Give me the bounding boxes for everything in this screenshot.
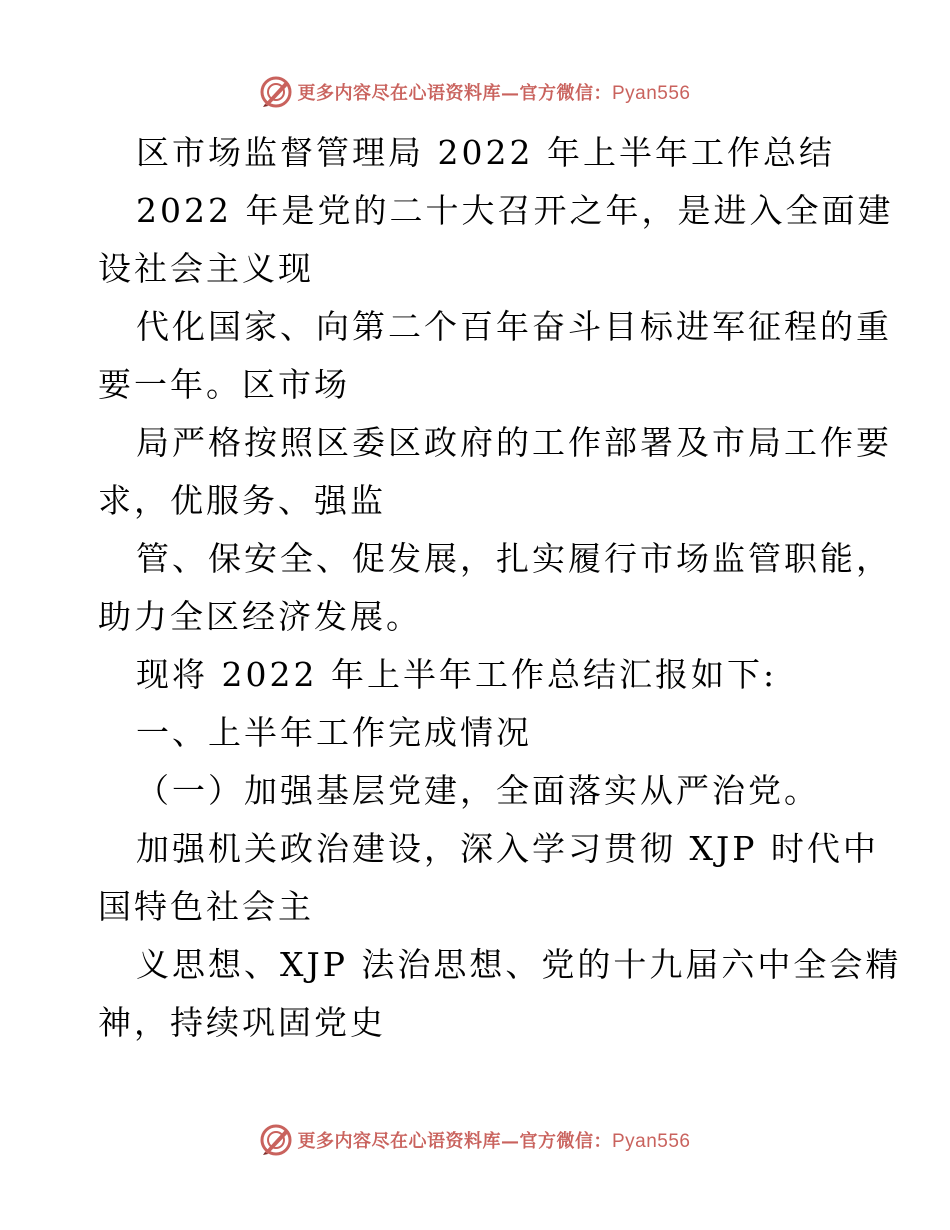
paragraph-line: 现将 2022 年上半年工作总结汇报如下: bbox=[136, 655, 778, 694]
header-wechat-id: Pyan556 bbox=[611, 83, 691, 104]
pen-logo-icon bbox=[259, 1123, 293, 1157]
header-banner-label: 更多内容尽在心语资料库—官方微信：Pyan556 bbox=[297, 83, 691, 104]
footer-banner-label: 更多内容尽在心语资料库—官方微信：Pyan556 bbox=[297, 1131, 691, 1152]
header-banner bbox=[0, 72, 950, 112]
paragraph-line: 义思想、XJP 法治思想、党的十九届六中全会精 bbox=[136, 945, 902, 984]
subsection-heading: （一）加强基层党建，全面落实从严治党。 bbox=[136, 771, 820, 810]
document-body bbox=[98, 124, 902, 1052]
paragraph-line: 神，持续巩固党史 bbox=[98, 1003, 386, 1042]
paragraph-line: 国特色社会主 bbox=[98, 887, 314, 926]
footer-wechat-id: Pyan556 bbox=[611, 1131, 691, 1152]
paragraph-line: 2022 年是党的二十大召开之年，是进入全面建 bbox=[136, 191, 894, 230]
paragraph-line: 求，优服务、强监 bbox=[98, 481, 386, 520]
document-title: 区市场监督管理局 2022 年上半年工作总结 bbox=[136, 133, 835, 172]
paragraph-line: 管、保安全、促发展，扎实履行市场监管职能， bbox=[136, 539, 892, 578]
pen-logo-icon bbox=[259, 75, 293, 109]
paragraph-line: 设社会主义现 bbox=[98, 249, 314, 288]
paragraph-line: 加强机关政治建设，深入学习贯彻 XJP 时代中 bbox=[136, 829, 879, 868]
paragraph-line: 局严格按照区委区政府的工作部署及市局工作要 bbox=[136, 423, 892, 462]
paragraph-line: 助力全区经济发展。 bbox=[98, 597, 422, 636]
section-heading: 一、上半年工作完成情况 bbox=[136, 713, 532, 752]
paragraph-line: 要一年。区市场 bbox=[98, 365, 350, 404]
footer-banner bbox=[0, 1120, 950, 1160]
paragraph-line: 代化国家、向第二个百年奋斗目标进军征程的重 bbox=[136, 307, 892, 346]
